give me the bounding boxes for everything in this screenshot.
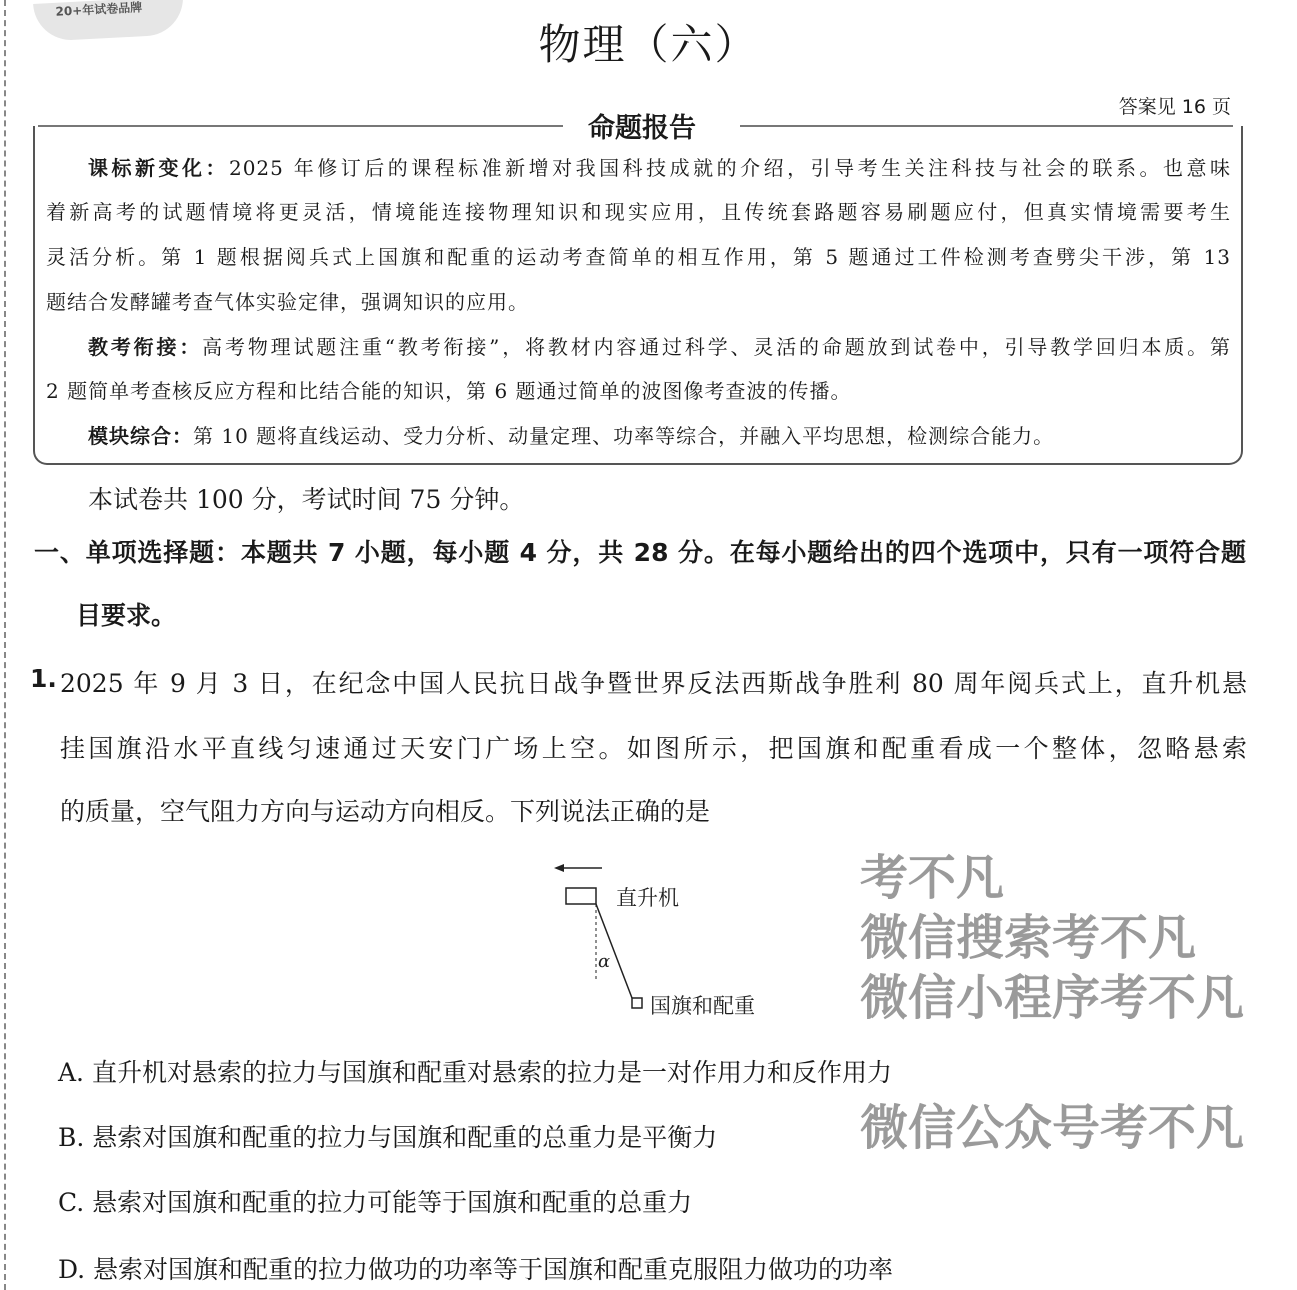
page-title: 物理（六） <box>538 20 759 69</box>
report-line <box>46 286 1231 315</box>
watermark: 微信小程序考不凡 <box>860 970 1245 1026</box>
angle-label: α <box>598 951 611 972</box>
report-line-label: 模块综合： <box>88 424 193 448</box>
binding-margin-line <box>4 0 6 1290</box>
report-line <box>88 331 1231 360</box>
report-line-text: 题结合发酵罐考查气体实验定律，强调知识的应用。 <box>46 290 529 314</box>
watermark: 微信公众号考不凡 <box>860 1100 1245 1156</box>
velocity-arrow <box>554 864 602 872</box>
report-line-text: 2025 年修订后的课程标准新增对我国科技成就的介绍，引导考生关注科技与社会的联系。也意味 <box>228 156 1231 180</box>
option-a: A. 直升机对悬索的拉力与国旗和配重对悬索的拉力是一对作用力和反作用力 <box>58 1058 892 1087</box>
answer-reference: 答案见 16 页 <box>1118 96 1231 118</box>
report-line <box>46 196 1231 225</box>
question-number: 1. <box>30 664 57 693</box>
question-text: 2025 年 9 月 3 日，在纪念中国人民抗日战争暨世界反法西斯战争胜利 80 周年阅兵式上，直升机悬 <box>60 669 1247 698</box>
watermark: 微信搜索考不凡 <box>860 910 1197 966</box>
option-c: C. 悬索对国旗和配重的拉力可能等于国旗和配重的总重力 <box>58 1188 693 1217</box>
report-line <box>46 375 1231 404</box>
report-line-text: 2 题简单考查核反应方程和比结合能的知识，第 6 题通过简单的波图像考查波的传播。 <box>46 379 852 403</box>
report-line-text: 着新高考的试题情境将更灵活，情境能连接物理知识和现实应用，且传统套路题容易刷题应付，但真实情境需要考生 <box>46 200 1231 224</box>
section-heading: 一、单项选择题：本题共 7 小题，每小题 4 分，共 28 分。在每小题给出的四个选项中，只有一项符合题 <box>34 538 1246 567</box>
flag-weight-box <box>632 998 642 1008</box>
option-b: B. 悬索对国旗和配重的拉力与国旗和配重的总重力是平衡力 <box>58 1123 718 1152</box>
helicopter-box <box>566 888 596 904</box>
option-d: D. 悬索对国旗和配重的拉力做功的功率等于国旗和配重克服阻力做功的功率 <box>58 1255 894 1284</box>
question-text: 的质量，空气阻力方向与运动方向相反。下列说法正确的是 <box>60 797 711 826</box>
report-heading: 命题报告 <box>588 113 696 144</box>
report-line <box>88 420 1231 449</box>
watermark: 考不凡 <box>860 850 1005 906</box>
section-heading-cont: 目要求。 <box>76 601 177 630</box>
report-line-text: 高考物理试题注重“教考衔接”，将教材内容通过科学、灵活的命题放到试卷中，引导教学回归本质。第 <box>202 335 1231 359</box>
exam-intro: 本试卷共 100 分，考试时间 75 分钟。 <box>88 485 525 514</box>
helicopter-label: 直升机 <box>616 886 679 910</box>
question-text: 挂国旗沿水平直线匀速通过天安门广场上空。如图所示，把国旗和配重看成一个整体，忽略悬索 <box>60 734 1247 763</box>
weight-label: 国旗和配重 <box>650 994 755 1018</box>
report-line <box>88 152 1231 181</box>
report-line <box>46 241 1231 270</box>
question-figure <box>550 855 810 1025</box>
report-line-text: 第 10 题将直线运动、受力分析、动量定理、功率等综合，并融入平均思想，检测综合能力。 <box>193 424 1055 448</box>
report-line-label: 课标新变化： <box>88 156 229 180</box>
logo-text: 20+年试卷品牌 <box>55 0 143 19</box>
report-line-text: 灵活分析。第 1 题根据阅兵式上国旗和配重的运动考查简单的相互作用，第 5 题通过工件检测考查劈尖干涉，第 13 <box>46 245 1231 269</box>
report-line-label: 教考衔接： <box>88 335 203 359</box>
